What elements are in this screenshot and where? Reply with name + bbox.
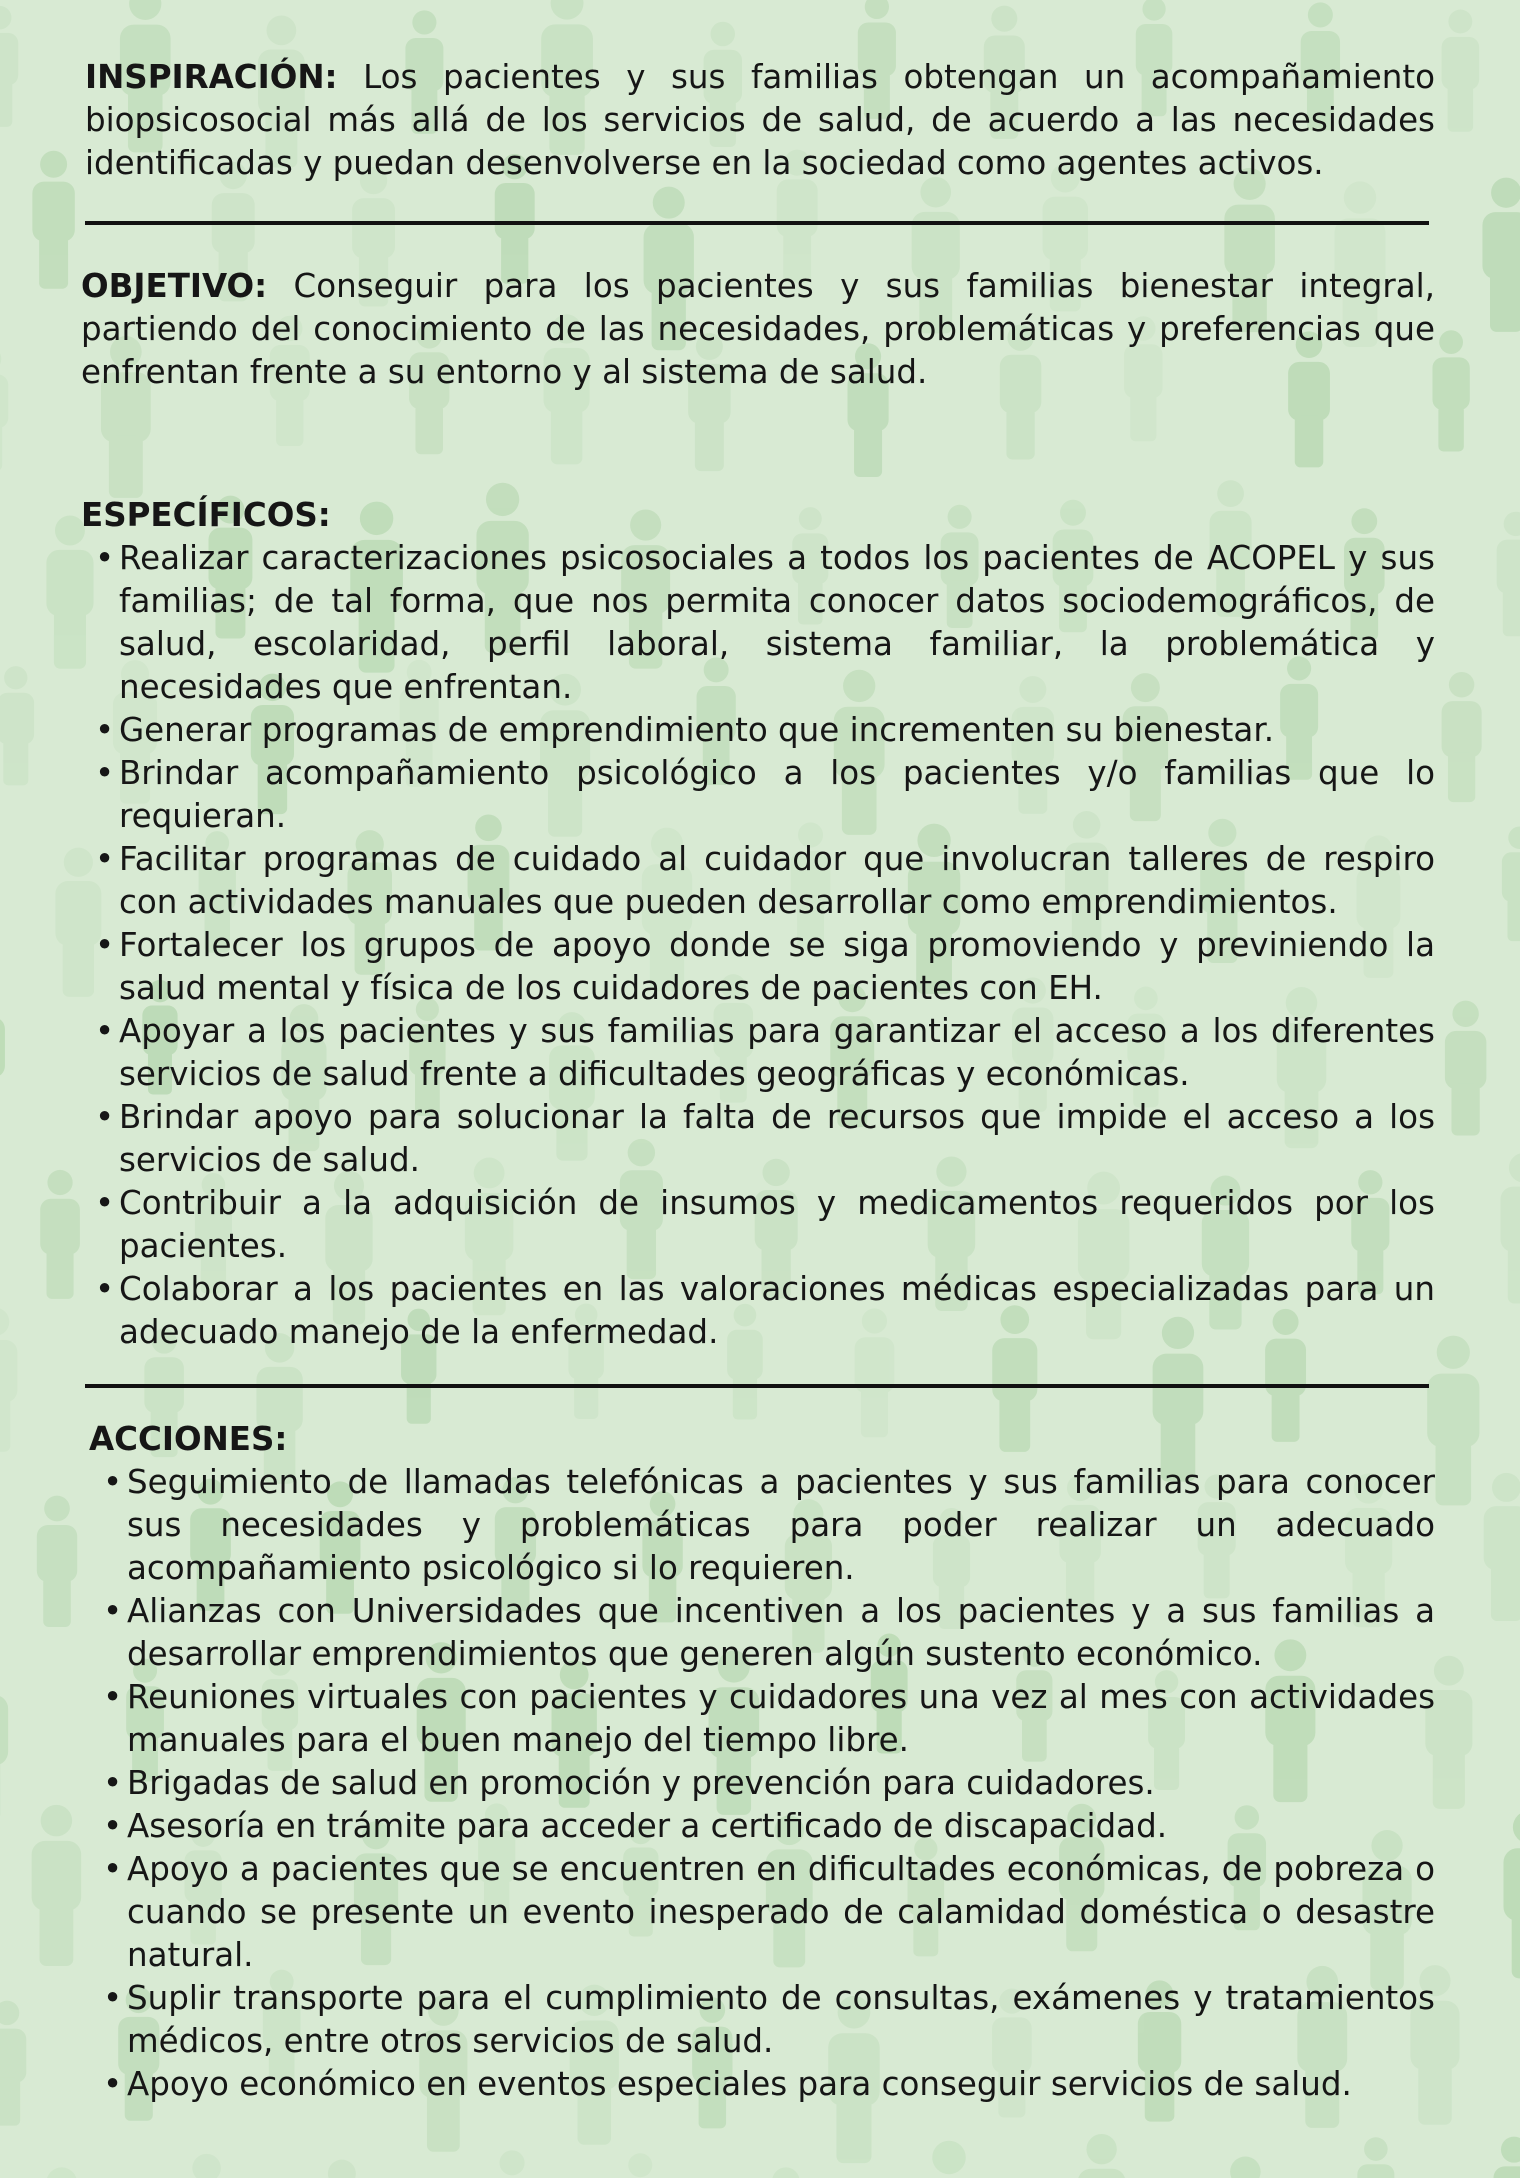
person-silhouette <box>1500 1153 1520 1303</box>
especificos-list <box>81 537 1435 1354</box>
person-silhouette <box>923 2141 976 2178</box>
person-silhouette <box>1442 10 1480 132</box>
person-silhouette <box>1503 1811 1520 1979</box>
list-item: • Realizar caracterizaciones psicosociales a todos los pacientes de ACOPEL y sus familias; de tal forma, que nos permita conocer datos sociodemográficos, de salud, escolaridad, perfil laboral, sistema familiar, la problemática y necesidades que enfrentan. <box>95 539 1435 706</box>
person-silhouette <box>37 1496 77 1627</box>
list-item: • Alianzas con Universidades que incentiven a los pacientes y a sus familias a desarrollar emprendimientos que generen algún sustento económico. <box>103 1592 1435 1673</box>
list-item: • Apoyo económico en eventos especiales para conseguir servicios de salud. <box>103 2065 1352 2103</box>
objetivo-section <box>81 265 1435 394</box>
person-silhouette <box>1221 2157 1269 2178</box>
person-silhouette <box>0 2001 26 2126</box>
list-item: • Brindar apoyo para solucionar la falta de recursos que impide el acceso a los servicios de salud. <box>95 1098 1435 1179</box>
person-silhouette <box>1484 1473 1520 1621</box>
list-item: • Fortalecer los grupos de apoyo donde se siga promoviendo y previniendo la salud mental y física de los cuidadores de pacientes con EH. <box>95 926 1435 1007</box>
person-silhouette <box>184 2154 229 2178</box>
person-silhouette <box>37 2167 86 2178</box>
person-silhouette <box>1432 330 1469 451</box>
document-body <box>81 0 1435 2106</box>
acciones-list <box>89 1461 1435 2106</box>
list-item: • Suplir transporte para el cumplimiento de consultas, exámenes y tratamientos médicos, entre otros servicios de salud. <box>103 1979 1435 2060</box>
person-silhouette <box>0 1308 17 1452</box>
list-item: • Apoyar a los pacientes y sus familias para garantizar el acceso a los diferentes servicios de salud frente a dificultades geográficas y económicas. <box>95 1012 1435 1093</box>
list-item: • Brigadas de salud en promoción y prevención para cuidadores. <box>103 1764 1155 1802</box>
acciones-section <box>89 1418 1435 2106</box>
person-silhouette <box>40 1170 80 1299</box>
person-silhouette <box>764 2167 807 2178</box>
person-silhouette <box>1482 178 1520 332</box>
list-item: • Apoyo a pacientes que se encuentren en dificultades económicas, de pobreza o cuando se presente un evento inesperado de calamidad doméstica o desastre natural. <box>103 1850 1435 1974</box>
person-silhouette <box>1445 1001 1486 1136</box>
list-item: • Asesoría en trámite para acceder a certificado de discapacidad. <box>103 1807 1168 1845</box>
objetivo-label: OBJETIVO: <box>81 267 268 305</box>
person-silhouette <box>32 151 74 289</box>
person-silhouette <box>1078 2134 1126 2178</box>
person-silhouette <box>0 986 5 1125</box>
especificos-label: ESPECÍFICOS: <box>81 496 331 534</box>
divider <box>85 1384 1429 1388</box>
person-silhouette <box>0 666 34 785</box>
person-silhouette <box>1502 827 1520 942</box>
especificos-section <box>81 494 1435 1354</box>
person-silhouette <box>621 2153 659 2178</box>
divider <box>85 221 1429 225</box>
person-silhouette <box>1497 512 1520 637</box>
person-silhouette <box>0 1659 8 1821</box>
person-silhouette <box>0 347 8 471</box>
list-item: • Brindar acompañamiento psicológico a los pacientes y/o familias que lo requieran. <box>95 754 1435 835</box>
person-silhouette <box>1442 672 1482 802</box>
inspiracion-label: INSPIRACIÓN: <box>85 58 338 96</box>
list-item: • Contribuir a la adquisición de insumos y medicamentos requeridos por los pacientes. <box>95 1184 1435 1265</box>
person-silhouette <box>492 2150 531 2178</box>
person-silhouette <box>32 1805 82 1966</box>
person-silhouette <box>1357 2137 1394 2178</box>
person-silhouette <box>1427 1336 1479 1506</box>
objetivo-text: Conseguir para los pacientes y sus familias bienestar integral, partiendo del conocimiento de las necesidades, problemáticas y preferencias que enfrentan frente a su entorno y al sistema de salud. <box>81 267 1435 391</box>
person-silhouette <box>1493 2137 1520 2178</box>
list-item: • Reuniones virtuales con pacientes y cuidadores una vez al mes con actividades manuales para el buen manejo del tiempo libre. <box>103 1678 1435 1759</box>
person-silhouette <box>320 2160 364 2178</box>
inspiracion-text: Los pacientes y sus familias obtengan un acompañamiento biopsicosocial más allá de los servicios de salud, de acuerdo a las necesidades identificadas y puedan desenvolverse en la sociedad como agentes activos. <box>85 58 1435 182</box>
list-item: • Seguimiento de llamadas telefónicas a pacientes y sus familias para conocer sus necesidades y problemáticas para poder realizar un adecuado acompañamiento psicológico si lo requieren. <box>103 1463 1435 1587</box>
inspiracion-section <box>85 56 1435 185</box>
list-item: • Facilitar programas de cuidado al cuidador que involucran talleres de respiro con actividades manuales que pueden desarrollar como emprendimientos. <box>95 840 1435 921</box>
person-silhouette <box>0 6 18 127</box>
acciones-label: ACCIONES: <box>89 1420 288 1458</box>
list-item: • Colaborar a los pacientes en las valoraciones médicas especializadas para un adecuado manejo de la enfermedad. <box>95 1270 1435 1351</box>
list-item: • Generar programas de emprendimiento que incrementen su bienestar. <box>95 711 1275 749</box>
